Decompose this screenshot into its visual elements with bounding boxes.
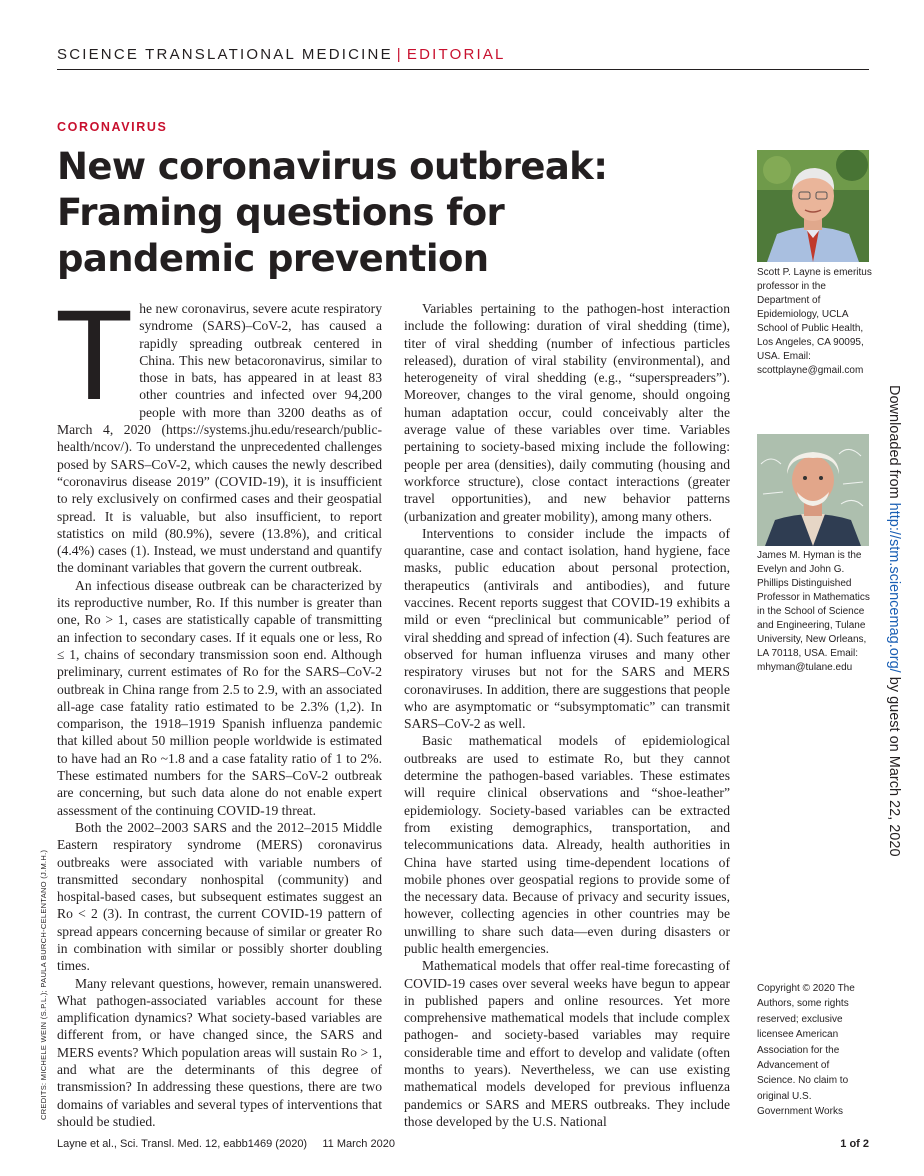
title-line-3: pandemic prevention	[57, 237, 489, 280]
paragraph: Interventions to consider include the impacts of quarantine, case and contact isolation, hand hygiene, face masks, public education about personal protection, therapeutics (antivirals and antibodies), and future vaccines. Recent reports suggest that COVID-19 exhibits a mild or even “preclinical but communicable” period of viral shedding and spread of infection (4). Such features are observed for human influenza viruses and many other respiratory viruses but not for the SARS and MERS coronaviruses. In addition, there are suggestions that people who are asymptomatic or “subsymptomatic” can transmit SARS–CoV-2 as well.	[404, 525, 730, 732]
journal-header	[57, 46, 506, 63]
author-caption-hyman: James M. Hyman is the Evelyn and John G. Phillips Distinguished Professor in Mathematics in the School of Science and Engineering, Tulane University, New Orleans, LA 70118, USA. Email: mhyman@tulane.edu	[757, 550, 870, 673]
header-rule	[57, 69, 869, 70]
author-photo-layne	[757, 150, 869, 262]
title-line-1: New coronavirus outbreak:	[57, 145, 608, 188]
topic-kicker: CORONAVIRUS	[57, 120, 168, 134]
download-note: Downloaded from http://stm.sciencemag.org/ by guest on March 22, 2020	[886, 385, 902, 857]
copyright-notice: Copyright © 2020 The Authors, some rights reserved; exclusive licensee American Association for the Advancement of Science. No claim to original U.S. Government Works	[757, 983, 855, 1118]
paragraph: Both the 2002–2003 SARS and the 2012–2015 Middle Eastern respiratory syndrome (MERS) coronavirus outbreaks were associated with variable numbers of transmitted secondary nonhospital (community) and hospital-based cases, but subsequent estimates suggest an Ro < 2 (3). In contrast, the current COVID-19 pattern of spread appears concerning because of similar or greater Ro in combination with similar or possibly shorter doubling times.	[57, 819, 382, 974]
photo-credits: CREDITS: MICHELE WEIN (S.P.L.); PAULA BURCH-CELENTANO (J.M.H.)	[39, 849, 48, 1120]
page-number: 1 of 2	[840, 1138, 869, 1150]
paragraph: Basic mathematical models of epidemiological outbreaks are used to estimate Ro, but they cannot determine the pathogen-based variables. These estimates will require clinical observations and “shoe-leather” epidemiology. Society-based variables can be extracted from existing demographics, transportation, and telecommunications data. Already, health authorities in China have started using time-dependent locations of mobile phones over geospatial regions to provide some of the necessary data. Because of privacy and security issues, however, collecting agencies in other countries may be unwilling to share such data—even during disasters or public health emergencies.	[404, 733, 730, 956]
text-column-1	[55, 284, 382, 1130]
text-column-2	[404, 300, 730, 1130]
paragraph: Variables pertaining to the pathogen-host interaction include the following: duration of viral shedding (time), titer of viral shedding (number of infectious particles released), duration of viral stability (environmental), and heterogeneity of viral shedding (e.g., “superspreaders”). Moreover, changes to the viral genome, should ongoing human adaptation occur, could conceivably alter the average value of these variables over time. Variables pertaining to society-based mixing include the following: people per area (densities), daily commuting (housing and workforce structure), close contact interactions (greater travel opportunities), and new behavior patterns (urbanization and greater mobility), among many others.	[404, 301, 730, 524]
citation-footer: Layne et al., Sci. Transl. Med. 12, eabb1469 (2020) 11 March 2020	[57, 1138, 395, 1150]
drop-cap: T	[55, 284, 134, 427]
section-label: EDITORIAL	[406, 46, 506, 63]
paragraph: An infectious disease outbreak can be characterized by its reproductive number, Ro. If this number is greater than one, Ro > 1, cases are statistically capable of transmitting an infection to secondary cases. If it equals one or less, Ro ≤ 1, chains of secondary transmission soon end. Although preliminary, current estimates of Ro for the SARS–CoV-2 outbreak in China range from 2.5 to 2.9, with an associated all-age case fatality ratio estimated to be 2.3% (1,2). In comparison, the 1918–1919 Spanish influenza pandemic that killed about 50 million people worldwide is estimated to have had an Ro ~1.8 and a case fatality ratio of 1 to 2%. These estimated numbers for the SARS–CoV-2 outbreak are concerning, but such data alone do not enable expert assessment of the continuing COVID-19 threat.	[57, 577, 382, 818]
paragraph: Many relevant questions, however, remain unanswered. What pathogen-associated variables account for these amplification dynamics? What society-based variables are different from, or have changed since, the SARS and MERS events? Which population areas will sustain Ro > 1, and what are the determinants of this degree of transmission? In addressing these questions, there are two domains of variables and several types of interventions that should be studied.	[57, 975, 382, 1129]
author-photo-hyman	[757, 434, 869, 546]
paragraph: Mathematical models that offer real-time forecasting of COVID-19 cases over several weeks have begun to appear in published papers and online resources. Yet more comprehensive mathematical models that include complex pathogen- and society-based variables may require considerable time and effort to develop and validate (often months to years). Nevertheless, we can use existing mathematical models developed for previous influenza pandemics or SARS and MERS outbreaks. They include those developed by the U.S. National	[404, 958, 730, 1129]
title-line-2: Framing questions for	[57, 191, 505, 234]
article-title	[57, 144, 717, 282]
paragraph: The new coronavirus, severe acute respiratory syndrome (SARS)–CoV-2, has caused a rapidly spreading outbreak centered in China. This new betacoronavirus, similar to those in bats, has appeared in at least 83 other countries and infected over 94,200 people with more than 3200 deaths as of March 4, 2020 (https://systems.jhu.edu/research/public-health/ncov/). To understand the unprecedented challenges posed by SARS–CoV-2, which causes the newly described “coronavirus disease 2019” (COVID-19), it is insufficient to rely exclusively on confirmed cases and their geospatial spread. It is valuable, but also insufficient, to report statistics on mild (80.9%), severe (13.8%), and critical (4.4%) cases (1). Instead, we must understand and quantify the dominant variables that govern the current outbreak.	[55, 284, 382, 576]
download-link[interactable]: http://stm.sciencemag.org/	[886, 502, 902, 673]
author-caption-layne: Scott P. Layne is emeritus professor in the Department of Epidemiology, UCLA School of Public Health, Los Angeles, CA 90095, USA. Email: scottplayne@gmail.com	[757, 267, 872, 376]
journal-name: SCIENCE TRANSLATIONAL MEDICINE	[57, 46, 393, 63]
header-separator: |	[396, 46, 403, 63]
